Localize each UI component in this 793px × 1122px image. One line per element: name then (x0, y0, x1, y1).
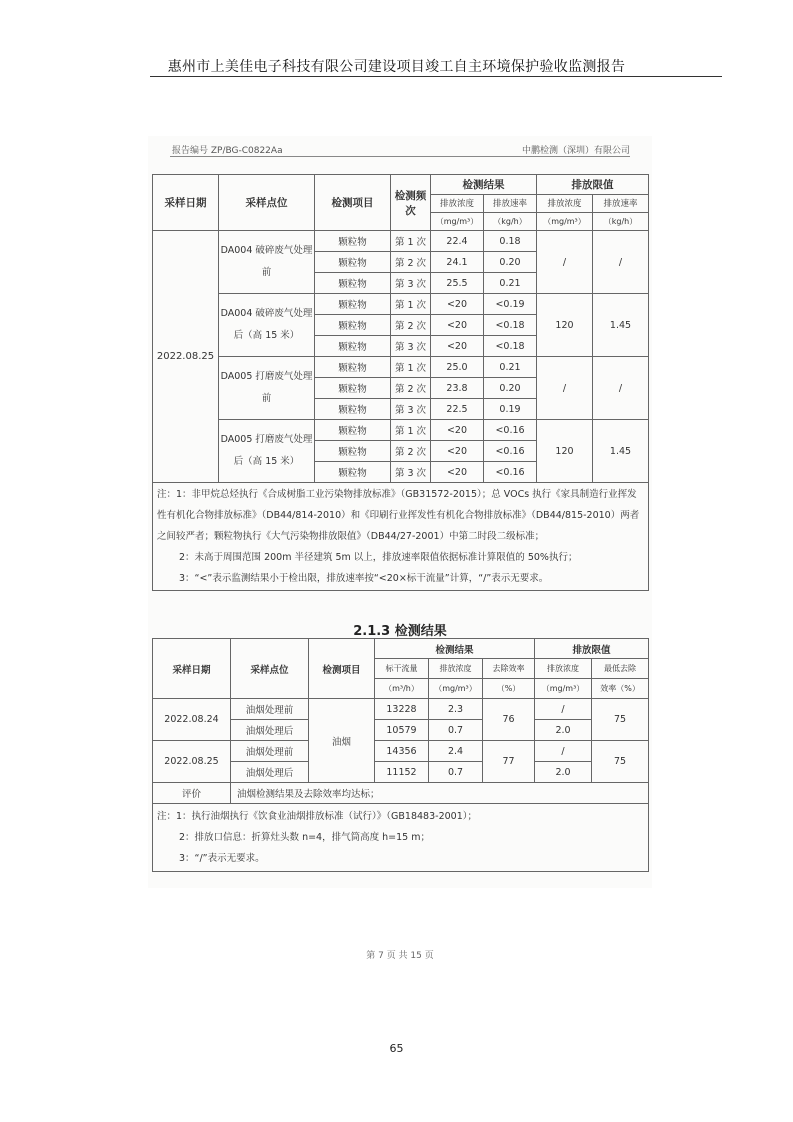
oil-fume-results-table (152, 638, 649, 872)
result-rate-cell: <0.18 (484, 336, 537, 357)
col-limit-conc: 排放浓度 (537, 195, 593, 213)
frequency-cell: 第 2 次 (391, 378, 431, 399)
frequency-cell: 第 3 次 (391, 399, 431, 420)
test-item-cell: 颗粒物 (315, 294, 391, 315)
emission-results-table (152, 174, 649, 591)
min-removal-cell: 75 (592, 699, 649, 741)
col-test-item: 检测项目 (309, 639, 375, 699)
unit-limit-conc: （mg/m³） (537, 213, 593, 231)
col-group-results: 检测结果 (375, 639, 535, 659)
result-rate-cell: <0.16 (484, 462, 537, 483)
col-sample-date: 采样日期 (153, 639, 231, 699)
test-item-cell: 颗粒物 (315, 231, 391, 252)
col-group-results: 检测结果 (431, 175, 537, 195)
unit-flow: （m³/h） (375, 679, 429, 699)
result-conc-cell: <20 (431, 336, 484, 357)
sample-date-cell: 2022.08.25 (153, 231, 219, 483)
report-number: 报告编号 ZP/BG-C0822Aa (172, 146, 283, 156)
col-sample-point: 采样点位 (219, 175, 315, 231)
flow-cell: 13228 (375, 699, 429, 720)
conc-cell: 0.7 (429, 762, 483, 783)
test-item-cell: 颗粒物 (315, 420, 391, 441)
result-rate-cell: 0.18 (484, 231, 537, 252)
limit-conc-cell: / (537, 357, 593, 420)
result-rate-cell: <0.18 (484, 315, 537, 336)
result-rate-cell: 0.19 (484, 399, 537, 420)
note-line: 2：排放口信息：折算灶头数 n=4，排气筒高度 h=15 m； (179, 832, 430, 843)
frequency-cell: 第 3 次 (391, 273, 431, 294)
note-line: 注：1：非甲烷总烃执行《合成树脂工业污染物排放标准》（GB31572-2015）；总 VOCs 执行《家具制造行业挥发性有机化合物排放标准》（DB44/814-2010）和《印刷行业挥发性有机化合物排放标准》（DB44/815-2010）两者之间较严者；颗粒物执行《大气污染物排放限值》（DB44/27-2001）中第二时段二级标准； (157, 489, 640, 542)
note-line: 3：“<”表示监测结果小于检出限，排放速率按“<20×标干流量”计算，“/”表示无要求。 (179, 573, 549, 584)
frequency-cell: 第 2 次 (391, 315, 431, 336)
result-rate-cell: 0.21 (484, 273, 537, 294)
result-conc-cell: 22.4 (431, 231, 484, 252)
result-rate-cell: <0.19 (484, 294, 537, 315)
col-conc: 排放浓度 (429, 659, 483, 679)
result-rate-cell: <0.16 (484, 441, 537, 462)
col-result-conc: 排放浓度 (431, 195, 484, 213)
frequency-cell: 第 3 次 (391, 462, 431, 483)
report-meta-rule (170, 156, 630, 157)
result-rate-cell: 0.20 (484, 378, 537, 399)
frequency-cell: 第 1 次 (391, 231, 431, 252)
sample-point-cell: DA005 打磨废气处理前 (219, 357, 315, 420)
sample-date-cell: 2022.08.24 (153, 699, 231, 741)
test-item-cell: 颗粒物 (315, 462, 391, 483)
result-conc-cell: 24.1 (431, 252, 484, 273)
note-line: 2：未高于周围范围 200m 半径建筑 5m 以上，排放速率限值依据标准计算限值的 50%执行； (179, 552, 578, 563)
flow-cell: 10579 (375, 720, 429, 741)
result-conc-cell: 22.5 (431, 399, 484, 420)
test-item-cell: 油烟 (309, 699, 375, 783)
limit-conc-cell: 120 (537, 420, 593, 483)
limit-conc-cell: / (535, 699, 592, 720)
note-line: 3：“/”表示无要求。 (179, 853, 265, 864)
scanned-report-page (148, 136, 652, 961)
result-conc-cell: <20 (431, 441, 484, 462)
conc-cell: 2.4 (429, 741, 483, 762)
limit-conc-cell: 120 (537, 294, 593, 357)
col-frequency: 检测频次 (391, 175, 431, 231)
test-item-cell: 颗粒物 (315, 399, 391, 420)
sample-point-cell: DA004 破碎废气处理后（高 15 米） (219, 294, 315, 357)
result-conc-cell: 25.5 (431, 273, 484, 294)
unit-limit-rate: （kg/h） (593, 213, 649, 231)
min-removal-cell: 75 (592, 741, 649, 783)
limit-conc-cell: 2.0 (535, 762, 592, 783)
limit-rate-cell: 1.45 (593, 420, 649, 483)
test-item-cell: 颗粒物 (315, 378, 391, 399)
page-number: 65 (389, 1042, 404, 1055)
limit-conc-cell: / (535, 741, 592, 762)
sample-point-cell: DA004 破碎废气处理前 (219, 231, 315, 294)
flow-cell: 11152 (375, 762, 429, 783)
removal-cell: 76 (483, 699, 535, 741)
col-sample-date: 采样日期 (153, 175, 219, 231)
conc-cell: 0.7 (429, 720, 483, 741)
unit-limit-conc: （mg/m³） (535, 679, 592, 699)
sample-point-cell: 油烟处理前 (231, 741, 309, 762)
frequency-cell: 第 3 次 (391, 336, 431, 357)
col-result-rate: 排放速率 (484, 195, 537, 213)
frequency-cell: 第 2 次 (391, 441, 431, 462)
result-conc-cell: 25.0 (431, 357, 484, 378)
limit-conc-cell: / (537, 231, 593, 294)
limit-rate-cell: / (593, 357, 649, 420)
header-rule (150, 76, 722, 77)
unit-result-conc: （mg/m³） (431, 213, 484, 231)
sample-point-cell: 油烟处理后 (231, 720, 309, 741)
result-rate-cell: 0.20 (484, 252, 537, 273)
result-rate-cell: <0.16 (484, 420, 537, 441)
col-min-removal: 最低去除 (592, 659, 649, 679)
result-conc-cell: <20 (431, 420, 484, 441)
col-group-limits: 排放限值 (537, 175, 649, 195)
unit-min-removal: 效率（%） (592, 679, 649, 699)
sample-point-cell: DA005 打磨废气处理后（高 15 米） (219, 420, 315, 483)
test-item-cell: 颗粒物 (315, 252, 391, 273)
sample-point-cell: 油烟处理后 (231, 762, 309, 783)
removal-cell: 77 (483, 741, 535, 783)
note-line: 注：1：执行油烟执行《饮食业油烟排放标准（试行）》（GB18483-2001）； (157, 811, 477, 822)
sample-point-cell: 油烟处理前 (231, 699, 309, 720)
sample-date-cell: 2022.08.25 (153, 741, 231, 783)
test-item-cell: 颗粒物 (315, 273, 391, 294)
result-conc-cell: 23.8 (431, 378, 484, 399)
conc-cell: 2.3 (429, 699, 483, 720)
frequency-cell: 第 2 次 (391, 252, 431, 273)
result-rate-cell: 0.21 (484, 357, 537, 378)
result-conc-cell: <20 (431, 315, 484, 336)
test-item-cell: 颗粒物 (315, 315, 391, 336)
unit-conc: （mg/m³） (429, 679, 483, 699)
frequency-cell: 第 1 次 (391, 357, 431, 378)
frequency-cell: 第 1 次 (391, 294, 431, 315)
report-organization: 中鹏检测（深圳）有限公司 (521, 146, 630, 156)
section-title: 2.1.3 检测结果 (353, 624, 447, 639)
test-item-cell: 颗粒物 (315, 336, 391, 357)
test-item-cell: 颗粒物 (315, 441, 391, 462)
col-sample-point: 采样点位 (231, 639, 309, 699)
col-test-item: 检测项目 (315, 175, 391, 231)
limit-conc-cell: 2.0 (535, 720, 592, 741)
frequency-cell: 第 1 次 (391, 420, 431, 441)
col-flow: 标干流量 (375, 659, 429, 679)
table1-notes (153, 483, 649, 591)
result-conc-cell: <20 (431, 294, 484, 315)
unit-removal: （%） (483, 679, 535, 699)
evaluation-label: 评价 (153, 783, 231, 804)
page-header-title: 惠州市上美佳电子科技有限公司建设项目竣工自主环境保护验收监测报告 (167, 59, 626, 75)
evaluation-text: 油烟检测结果及去除效率均达标； (231, 783, 649, 804)
test-item-cell: 颗粒物 (315, 357, 391, 378)
col-limit-conc: 排放浓度 (535, 659, 592, 679)
table2-notes (153, 804, 649, 872)
col-limit-rate: 排放速率 (593, 195, 649, 213)
col-group-limits: 排放限值 (535, 639, 649, 659)
unit-result-rate: （kg/h） (484, 213, 537, 231)
limit-rate-cell: 1.45 (593, 294, 649, 357)
limit-rate-cell: / (593, 231, 649, 294)
col-removal: 去除效率 (483, 659, 535, 679)
flow-cell: 14356 (375, 741, 429, 762)
result-conc-cell: <20 (431, 462, 484, 483)
scan-page-label: 第 7 页 共 15 页 (366, 951, 434, 961)
